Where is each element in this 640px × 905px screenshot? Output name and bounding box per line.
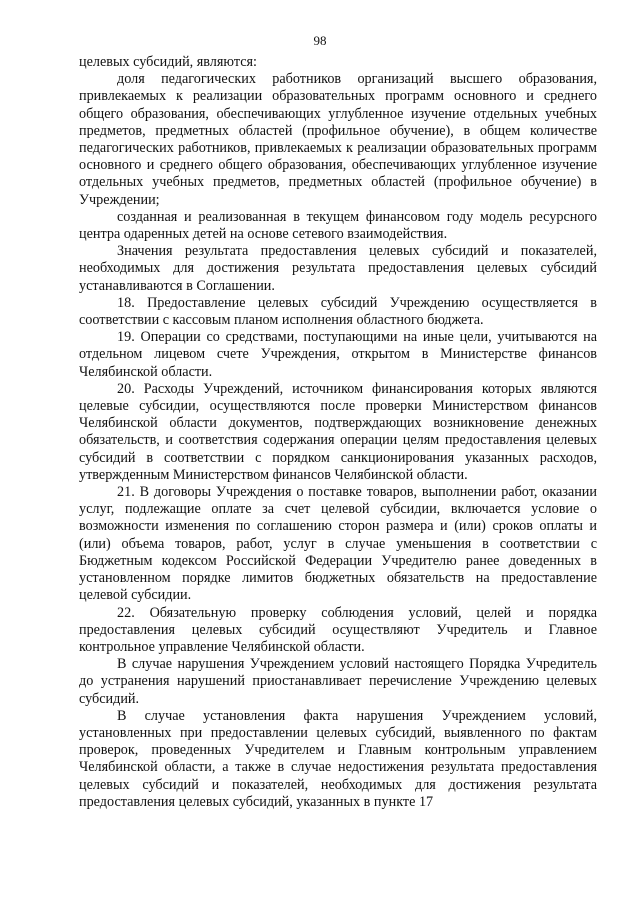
paragraph: В случае нарушения Учреждением условий настоящего Порядка Учредитель до устранения нарушений приостанавливает перечисление Учреждению целевых субсидий. [79,656,597,707]
paragraph: 22. Обязательную проверку соблюдения условий, целей и порядка предоставления целевых субсидий осуществляют Учредитель и Главное контрольное управление Челябинской области. [79,604,597,655]
paragraph: доля педагогических работников организаций высшего образования, привлекаемых к реализации образовательных программ основного и среднего общего образования, обеспечивающих углубленное изучение отдельных учебных предметов, предметных областей (профильное обучение), в общем количестве педагогических работников, привлекаемых к реализации образовательных программ основного и среднего общего образования, обеспечивающих углубленное изучение отдельных учебных предметов, предметных областей (профильное обучение) в Учреждении; [79,71,597,208]
paragraph: В случае установления факта нарушения Учреждением условий, установленных при предоставлении целевых субсидий, выявленного по фактам проверок, проведенных Учредителем и Главным контрольным управлением Челябинской области, а также в случае недостижения результата предоставления целевых субсидий и показателей, необходимых для достижения результата предоставления целевых субсидий, указанных в пункте 17 [79,707,597,810]
page-number: 98 [313,33,327,48]
paragraph: целевых субсидий, являются: [79,54,257,70]
paragraph: Значения результата предоставления целевых субсидий и показателей, необходимых для достижения результата предоставления целевых субсидий устанавливаются в Соглашении. [79,243,597,294]
document-body [79,54,597,811]
paragraph: 20. Расходы Учреждений, источником финансирования которых являются целевые субсидии, осуществляются после проверки Министерством финансов Челябинской области документов, подтверждающих возникновение денежных обязательств, и соответствия содержания операции целям предоставления целевых субсидий в соответствии с порядком санкционирования указанных расходов, утвержденным Министерством финансов Челябинской области. [79,380,597,483]
paragraph: созданная и реализованная в текущем финансовом году модель ресурсного центра одаренных детей на основе сетевого взаимодействия. [79,208,597,243]
paragraph: 18. Предоставление целевых субсидий Учреждению осуществляется в соответствии с кассовым планом исполнения областного бюджета. [79,294,597,329]
paragraph: 21. В договоры Учреждения о поставке товаров, выполнении работ, оказании услуг, подлежащие оплате за счет целевой субсидии, включается условие о возможности изменения по соглашению сторон размера и (или) сроков оплаты и (или) объема товаров, работ, услуг в случае уменьшения в соответствии с Бюджетным кодексом Российской Федерации Учредителю ранее доведенных в установленном порядке лимитов бюджетных обязательств на предоставление целевой субсидии. [79,484,597,604]
paragraph: 19. Операции со средствами, поступающими на иные цели, учитываются на отдельном лицевом счете Учреждения, открытом в Министерстве финансов Челябинской области. [79,329,597,380]
